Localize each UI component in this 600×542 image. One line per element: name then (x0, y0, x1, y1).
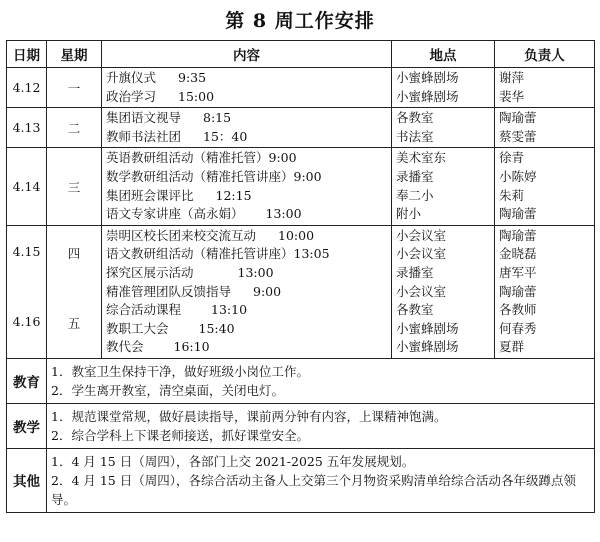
item-content: 数学教研组活动（精准托管讲座） (106, 168, 294, 184)
item-place: 书法室 (396, 128, 434, 144)
item-person: 裴华 (499, 88, 525, 104)
weekday-cell: 二 (47, 108, 102, 148)
place-cell (392, 108, 495, 148)
item-person: 陶瑜蕾 (499, 206, 537, 222)
notes-content (47, 358, 595, 403)
date-cell: 4.12 (7, 68, 47, 108)
item-person: 陶瑜蕾 (499, 283, 537, 299)
item-person: 徐青 (499, 150, 525, 166)
page-title: 第 8 周工作安排 (225, 10, 375, 32)
item-time: 13:00 (237, 264, 274, 280)
item-place: 各教室 (396, 302, 434, 318)
item-person: 朱莉 (499, 187, 525, 203)
item-time: 16:10 (173, 339, 210, 355)
item-content: 集团班会课评比 (106, 187, 194, 203)
table-row (7, 225, 595, 358)
person-cell (495, 148, 595, 225)
place-cell (392, 225, 495, 358)
item-content: 政治学习 (106, 88, 157, 104)
content-cell (102, 148, 392, 225)
item-content: 语文专家讲座（高永娟） (106, 206, 244, 222)
item-place: 奉二小 (396, 187, 434, 203)
notes-label: 教学 (7, 403, 47, 448)
item-person: 陶瑜蕾 (499, 227, 537, 243)
person-cell (495, 68, 595, 108)
notes-content (47, 403, 595, 448)
notes-row-other (7, 448, 595, 512)
weekday-cell: 三 (47, 148, 102, 225)
item-place: 小会议室 (396, 246, 447, 262)
place-cell (392, 68, 495, 108)
item-person: 蔡雯蕾 (499, 128, 537, 144)
item-content: 教代会 (106, 339, 144, 355)
item-person: 夏群 (499, 339, 525, 355)
item-content: 升旗仪式 (106, 70, 157, 85)
weekday-fri: 五 (67, 315, 81, 331)
item-place: 附小 (396, 206, 422, 222)
weekday-thu: 四 (67, 245, 81, 261)
table-row (7, 148, 595, 225)
item-place: 各教室 (396, 110, 434, 126)
table-header-row (7, 41, 595, 68)
item-time: 12:15 (215, 187, 252, 203)
table-row (7, 68, 595, 108)
item-content: 精准管理团队反馈指导 (106, 283, 232, 299)
item-person: 谢萍 (499, 70, 525, 85)
item-time: 15:40 (198, 320, 235, 336)
item-content: 英语教研组活动（精准托管） (106, 150, 269, 166)
item-content: 崇明区校长团来校交流互动 (106, 227, 257, 243)
item-person: 小陈婷 (499, 168, 537, 184)
item-time: 13:05 (293, 246, 330, 262)
item-time: 13:10 (211, 302, 248, 318)
item-content: 综合活动课程 (106, 302, 182, 318)
header-place: 地点 (392, 41, 495, 68)
content-cell (102, 68, 392, 108)
table-row (7, 108, 595, 148)
item-place: 小蜜蜂剧场 (396, 88, 459, 104)
person-cell (495, 225, 595, 358)
note-line: 1．4 月 15 日（周四），各部门上交 2021-2025 五年发展规划。 (51, 453, 415, 469)
item-person: 唐军平 (499, 264, 537, 280)
item-time: 13:00 (265, 206, 302, 222)
item-person: 金晓磊 (499, 246, 537, 262)
note-line: 1．规范课堂常规，做好晨读指导，课前两分钟有内容，上课精神饱满。 (51, 408, 447, 424)
item-content: 教师书法社团 (106, 128, 182, 144)
item-content: 探究区展示活动 (106, 264, 194, 280)
content-cell (102, 108, 392, 148)
notes-label: 教育 (7, 358, 47, 403)
item-time: 9:00 (268, 150, 297, 166)
item-person: 何春秀 (499, 320, 537, 336)
item-time: 9:00 (293, 168, 322, 184)
weekday-cell (47, 225, 102, 358)
item-place: 录播室 (396, 264, 434, 280)
item-content: 集团语文视导 (106, 110, 182, 126)
note-line: 2．学生离开教室，清空桌面，关闭电灯。 (51, 382, 284, 398)
note-line: 1．教室卫生保持干净，做好班级小岗位工作。 (51, 363, 309, 379)
item-time: 15：40 (203, 128, 248, 144)
notes-label: 其他 (7, 448, 47, 512)
date-cell: 4.13 (7, 108, 47, 148)
date-fri: 4.16 (12, 313, 41, 329)
item-place: 录播室 (396, 168, 434, 184)
note-line: 2．综合学科上下课老师接送，抓好课堂安全。 (51, 427, 309, 443)
weekday-cell: 一 (47, 68, 102, 108)
item-time: 15:00 (178, 88, 215, 104)
header-date: 日期 (7, 41, 47, 68)
item-place: 美术室东 (396, 150, 447, 166)
date-thu: 4.15 (12, 243, 41, 259)
notes-row-education (7, 358, 595, 403)
note-line: 2．4 月 15 日（周四），各综合活动主备人上交第三个月物资采购清单给综合活动各年级蹲点领导。 (51, 472, 576, 507)
item-place: 小蜜蜂剧场 (396, 70, 459, 85)
item-time: 8:15 (203, 110, 232, 126)
item-content: 语文教研组活动（精准托管讲座） (106, 246, 294, 262)
content-cell (102, 225, 392, 358)
person-cell (495, 108, 595, 148)
notes-row-teaching (7, 403, 595, 448)
item-place: 小蜜蜂剧场 (396, 320, 459, 336)
item-place: 小会议室 (396, 227, 447, 243)
date-cell (7, 225, 47, 358)
item-person: 各教师 (499, 302, 537, 318)
schedule-table (6, 40, 595, 513)
date-cell: 4.14 (7, 148, 47, 225)
item-time: 9:35 (178, 70, 207, 85)
notes-content (47, 448, 595, 512)
item-person: 陶瑜蕾 (499, 110, 537, 126)
header-content: 内容 (102, 41, 392, 68)
place-cell (392, 148, 495, 225)
item-time: 10:00 (278, 227, 315, 243)
item-content: 教职工大会 (106, 320, 169, 336)
item-place: 小蜜蜂剧场 (396, 339, 459, 355)
item-time: 9:00 (253, 283, 282, 299)
item-place: 小会议室 (396, 283, 447, 299)
header-person: 负责人 (495, 41, 595, 68)
header-weekday: 星期 (47, 41, 102, 68)
